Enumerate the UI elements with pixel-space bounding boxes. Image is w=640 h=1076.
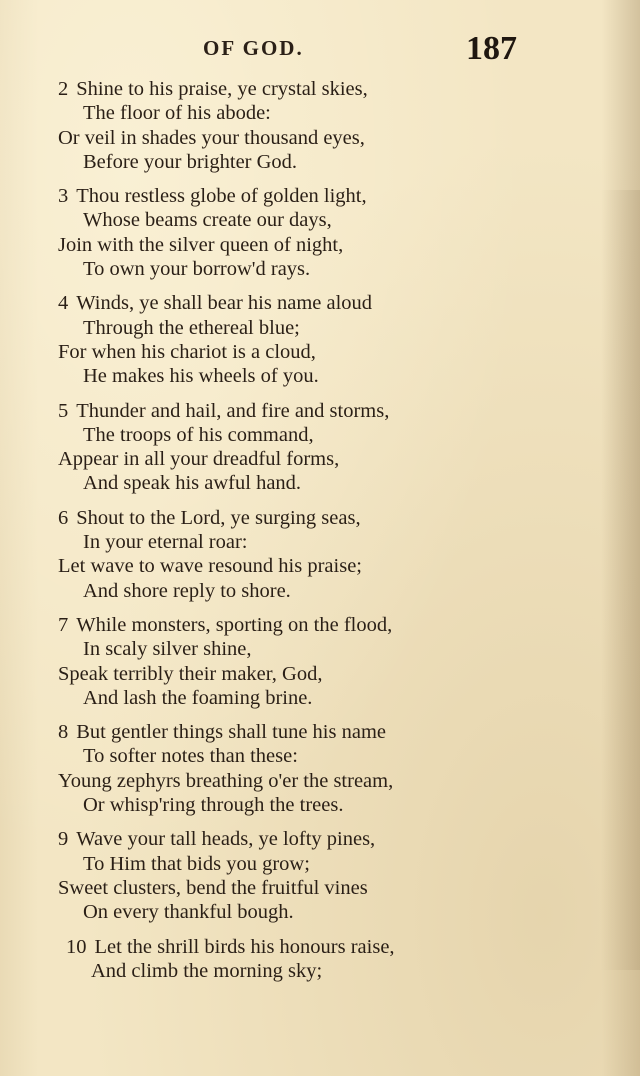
- stanza-line: Speak terribly their maker, God,: [58, 662, 323, 685]
- stanza-number: 6: [58, 506, 69, 529]
- stanza-line: [58, 506, 508, 530]
- stanza-number: 9: [58, 828, 69, 851]
- stanza-line: [58, 77, 508, 101]
- hymn-text: [58, 77, 508, 993]
- stanza-4: [58, 291, 508, 388]
- stanza-line: Let wave to wave resound his praise;: [58, 555, 362, 578]
- line-text: But gentler things shall tune his name: [76, 721, 386, 744]
- stanza-2: [58, 77, 508, 174]
- stanza-line: Or veil in shades your thousand eyes,: [58, 126, 365, 149]
- stanza-line: Whose beams create our days,: [83, 209, 332, 232]
- stanza-line: Join with the silver queen of night,: [58, 233, 344, 256]
- stanza-line: Before your brighter God.: [83, 150, 298, 173]
- line-text: Wave your tall heads, ye lofty pines,: [76, 828, 376, 851]
- stanza-number: 2: [58, 78, 69, 100]
- stanza-line: Young zephyrs breathing o'er the stream,: [58, 769, 394, 792]
- stanza-line: And climb the morning sky;: [91, 959, 323, 982]
- stanza-line: [58, 613, 508, 637]
- stanza-line: In scaly silver shine,: [83, 638, 252, 661]
- stanza-5: [58, 399, 508, 496]
- stanza-line: [58, 184, 508, 208]
- stanza-8: [58, 720, 508, 817]
- stanza-line: And shore reply to shore.: [83, 579, 291, 602]
- stanza-line: Or whisp'ring through the trees.: [83, 794, 344, 817]
- stanza-line: To Him that bids you grow;: [83, 852, 310, 875]
- line-text: Winds, ye shall bear his name aloud: [76, 292, 373, 315]
- stanza-line: To own your borrow'd rays.: [83, 258, 311, 281]
- stanza-9: [58, 827, 508, 924]
- line-text: Let the shrill birds his honours raise,: [94, 935, 395, 958]
- stanza-number: 7: [58, 613, 69, 636]
- stanza-line: The troops of his command,: [83, 423, 314, 446]
- stanza-number: 8: [58, 721, 69, 744]
- running-head: OF GOD.: [203, 36, 304, 60]
- stanza-line: To softer notes than these:: [83, 745, 298, 768]
- stanza-line: [58, 399, 508, 423]
- line-text: Thunder and hail, and fire and storms,: [76, 399, 390, 422]
- page-header: [0, 30, 640, 70]
- stanza-3: [58, 184, 508, 281]
- stanza-number: 5: [58, 399, 69, 422]
- stanza-line: The floor of his abode:: [83, 102, 271, 125]
- line-text: Shout to the Lord, ye surging seas,: [76, 506, 361, 529]
- stanza-line: On every thankful bough.: [83, 901, 294, 924]
- stanza-number: 3: [58, 185, 69, 208]
- stanza-line: And speak his awful hand.: [83, 472, 302, 495]
- stanza-line: Sweet clusters, bend the fruitful vines: [58, 876, 368, 899]
- line-text: Shine to his praise, ye crystal skies,: [76, 78, 368, 100]
- stanza-line: [58, 720, 508, 744]
- stanza-line: [58, 291, 508, 315]
- stanza-10: [58, 935, 508, 984]
- stanza-number: 10: [66, 935, 87, 958]
- stanza-line: In your eternal roar:: [83, 531, 248, 554]
- stanza-number: 4: [58, 292, 69, 315]
- stanza-line: Appear in all your dreadful forms,: [58, 448, 340, 471]
- stanza-line: [58, 935, 508, 959]
- page-edge-shadow: [600, 190, 640, 970]
- line-text: While monsters, sporting on the flood,: [76, 613, 393, 636]
- stanza-line: For when his chariot is a cloud,: [58, 340, 316, 363]
- stanza-line: Through the ethereal blue;: [83, 316, 300, 339]
- stanza-line: He makes his wheels of you.: [83, 365, 319, 388]
- stanza-line: [58, 827, 508, 851]
- stanza-7: [58, 613, 508, 710]
- line-text: Thou restless globe of golden light,: [76, 185, 367, 208]
- stanza-6: [58, 506, 508, 603]
- stanza-line: And lash the foaming brine.: [83, 686, 313, 709]
- page-number: 187: [466, 30, 517, 67]
